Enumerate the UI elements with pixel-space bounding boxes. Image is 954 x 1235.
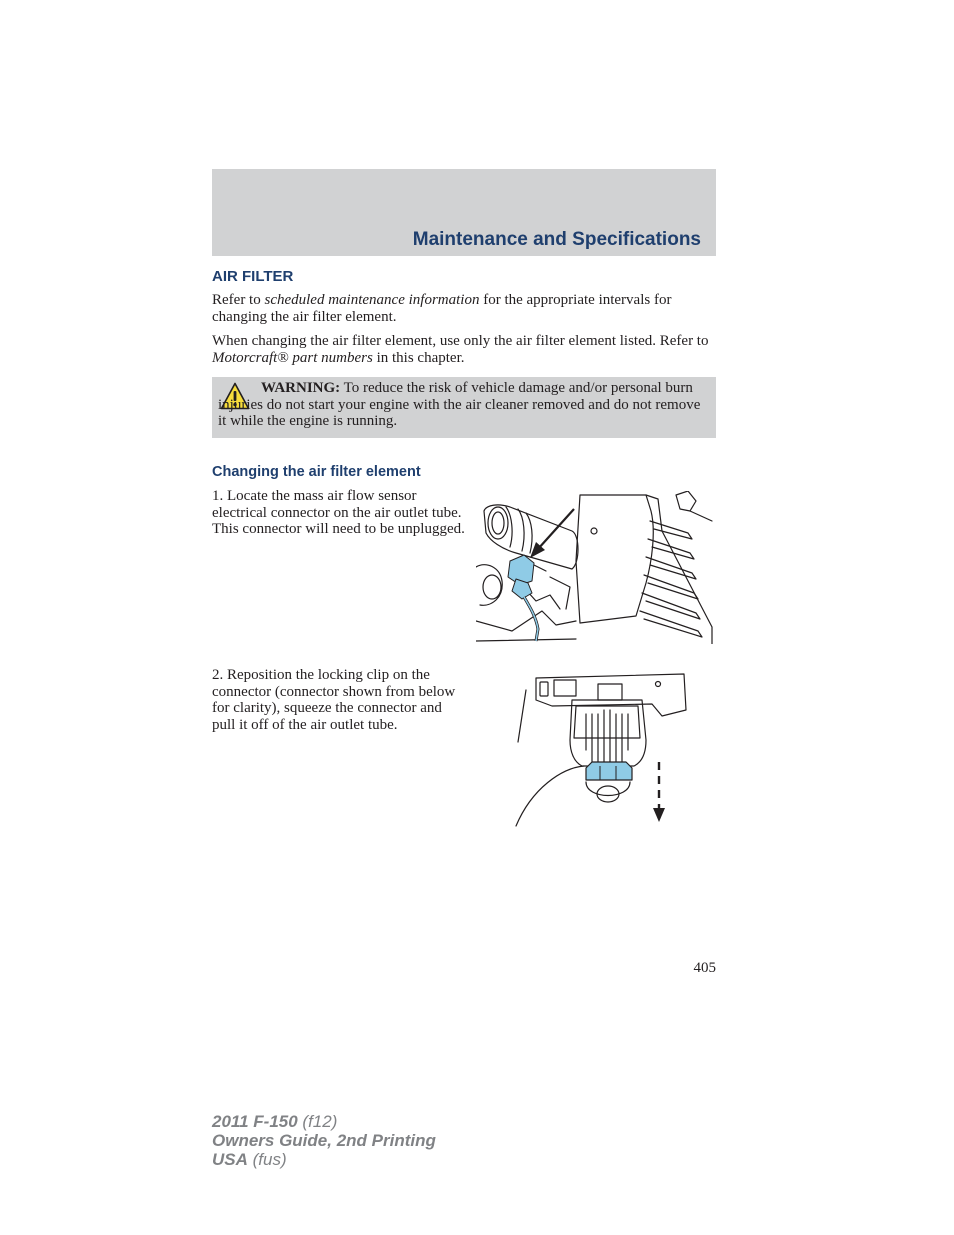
chapter-title: Maintenance and Specifications [412,229,701,250]
warning-text [218,380,710,430]
para1-text-end: for the appropriate intervals for changing the air filter element. [212,292,672,325]
page-number: 405 [693,960,716,976]
footer-line-region [212,1150,436,1169]
paragraph-filter-element [212,333,716,366]
footer-guide: Owners Guide, 2nd Printing [212,1131,436,1150]
paragraph-maintenance-reference [212,292,716,325]
para1-text-start: Refer to [212,292,265,308]
footer-line-model [212,1112,436,1131]
warning-box [212,377,716,438]
step-2-text: 2. Reposition the locking clip on the connector (connector shown from below for clarity), squeeze the connector and pull it off of the air outlet tube. [212,667,456,733]
link-scheduled-maintenance: scheduled maintenance information [264,292,480,308]
footer-region: USA [212,1150,248,1169]
para2-text-end: in this chapter. [372,349,465,366]
footer-region-code: (fus) [247,1150,287,1169]
subsection-heading-changing-filter: Changing the air filter element [212,464,421,480]
link-motorcraft-part-numbers: Motorcraft® part numbers [212,349,373,366]
para2-text-start: When changing the air filter element, use only the air filter element listed. Refer to [212,333,709,349]
mass-air-flow-sensor-illustration [476,491,716,644]
header-band [212,169,716,256]
warning-body: To reduce the risk of vehicle damage and/or personal burn injuries do not start your engine with the air cleaner removed and do not remove it while the engine is running. [218,380,701,429]
step-1-text: 1. Locate the mass air flow sensor electrical connector on the air outlet tube. This connector will need to be unplugged. [212,488,465,537]
footer-line-guide [212,1131,436,1150]
warning-label: WARNING: [261,380,341,396]
footer-model-code: (f12) [297,1112,338,1131]
footer-model: 2011 F-150 [212,1112,298,1131]
connector-locking-clip-illustration [512,670,692,830]
footer-document-info [212,1112,436,1169]
section-heading-air-filter: AIR FILTER [212,268,294,285]
